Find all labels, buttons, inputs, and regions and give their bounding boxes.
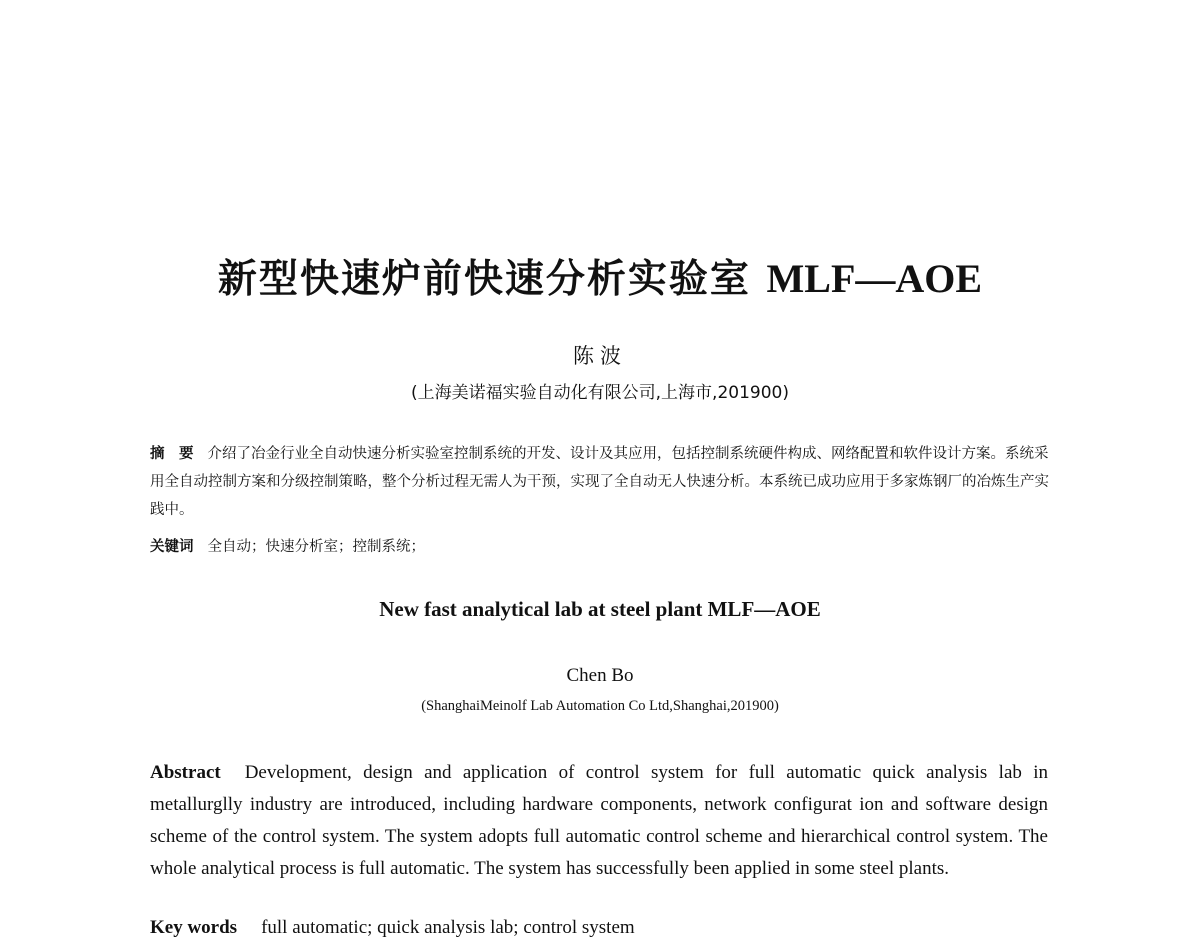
english-title: New fast analytical lab at steel plant MLF—AOE (379, 597, 821, 621)
chinese-abstract (150, 440, 1055, 524)
english-keywords (150, 917, 635, 939)
chinese-affiliation: (上海美诺福实验自动化有限公司,上海市,201900) (411, 383, 789, 403)
chinese-abstract-label: 摘 要 (150, 446, 194, 462)
chinese-keywords (150, 535, 425, 556)
chinese-author: 陈波 (573, 344, 627, 368)
chinese-keywords-text: 全自动；快速分析室；控制系统； (207, 539, 425, 555)
chinese-title-text: 新型快速炉前快速分析实验室 (217, 257, 751, 302)
english-abstract-label: Abstract (150, 762, 221, 783)
english-abstract-text: Development, design and application of control system for full automatic quick analysis lab in metallurglly industry are introduced, including hardware components, network configurat ion and software design scheme of the control system. The system adopts full automatic control scheme and hierarchical control system. The whole analytical process is full automatic. The system has successfully been applied in some steel plants. (150, 762, 1048, 879)
english-keywords-text: full automatic; quick analysis lab; control system (261, 917, 635, 938)
chinese-keywords-label: 关键词 (150, 539, 194, 555)
english-abstract (150, 757, 1048, 885)
english-affiliation: (ShanghaiMeinolf Lab Automation Co Ltd,Shanghai,201900) (421, 698, 779, 714)
english-author: Chen Bo (566, 665, 634, 686)
chinese-title (0, 248, 1200, 304)
english-keywords-label: Key words (150, 917, 238, 938)
chinese-title-model: MLF—AOE (766, 256, 983, 301)
chinese-abstract-text: 介绍了冶金行业全自动快速分析实验室控制系统的开发、设计及其应用，包括控制系统硬件构成、网络配置和软件设计方案。系统采用全自动控制方案和分级控制策略，整个分析过程无需人为干预，实现了全自动无人快速分析。本系统已成功应用于多家炼钢厂的冶炼生产实践中。 (150, 446, 1049, 518)
